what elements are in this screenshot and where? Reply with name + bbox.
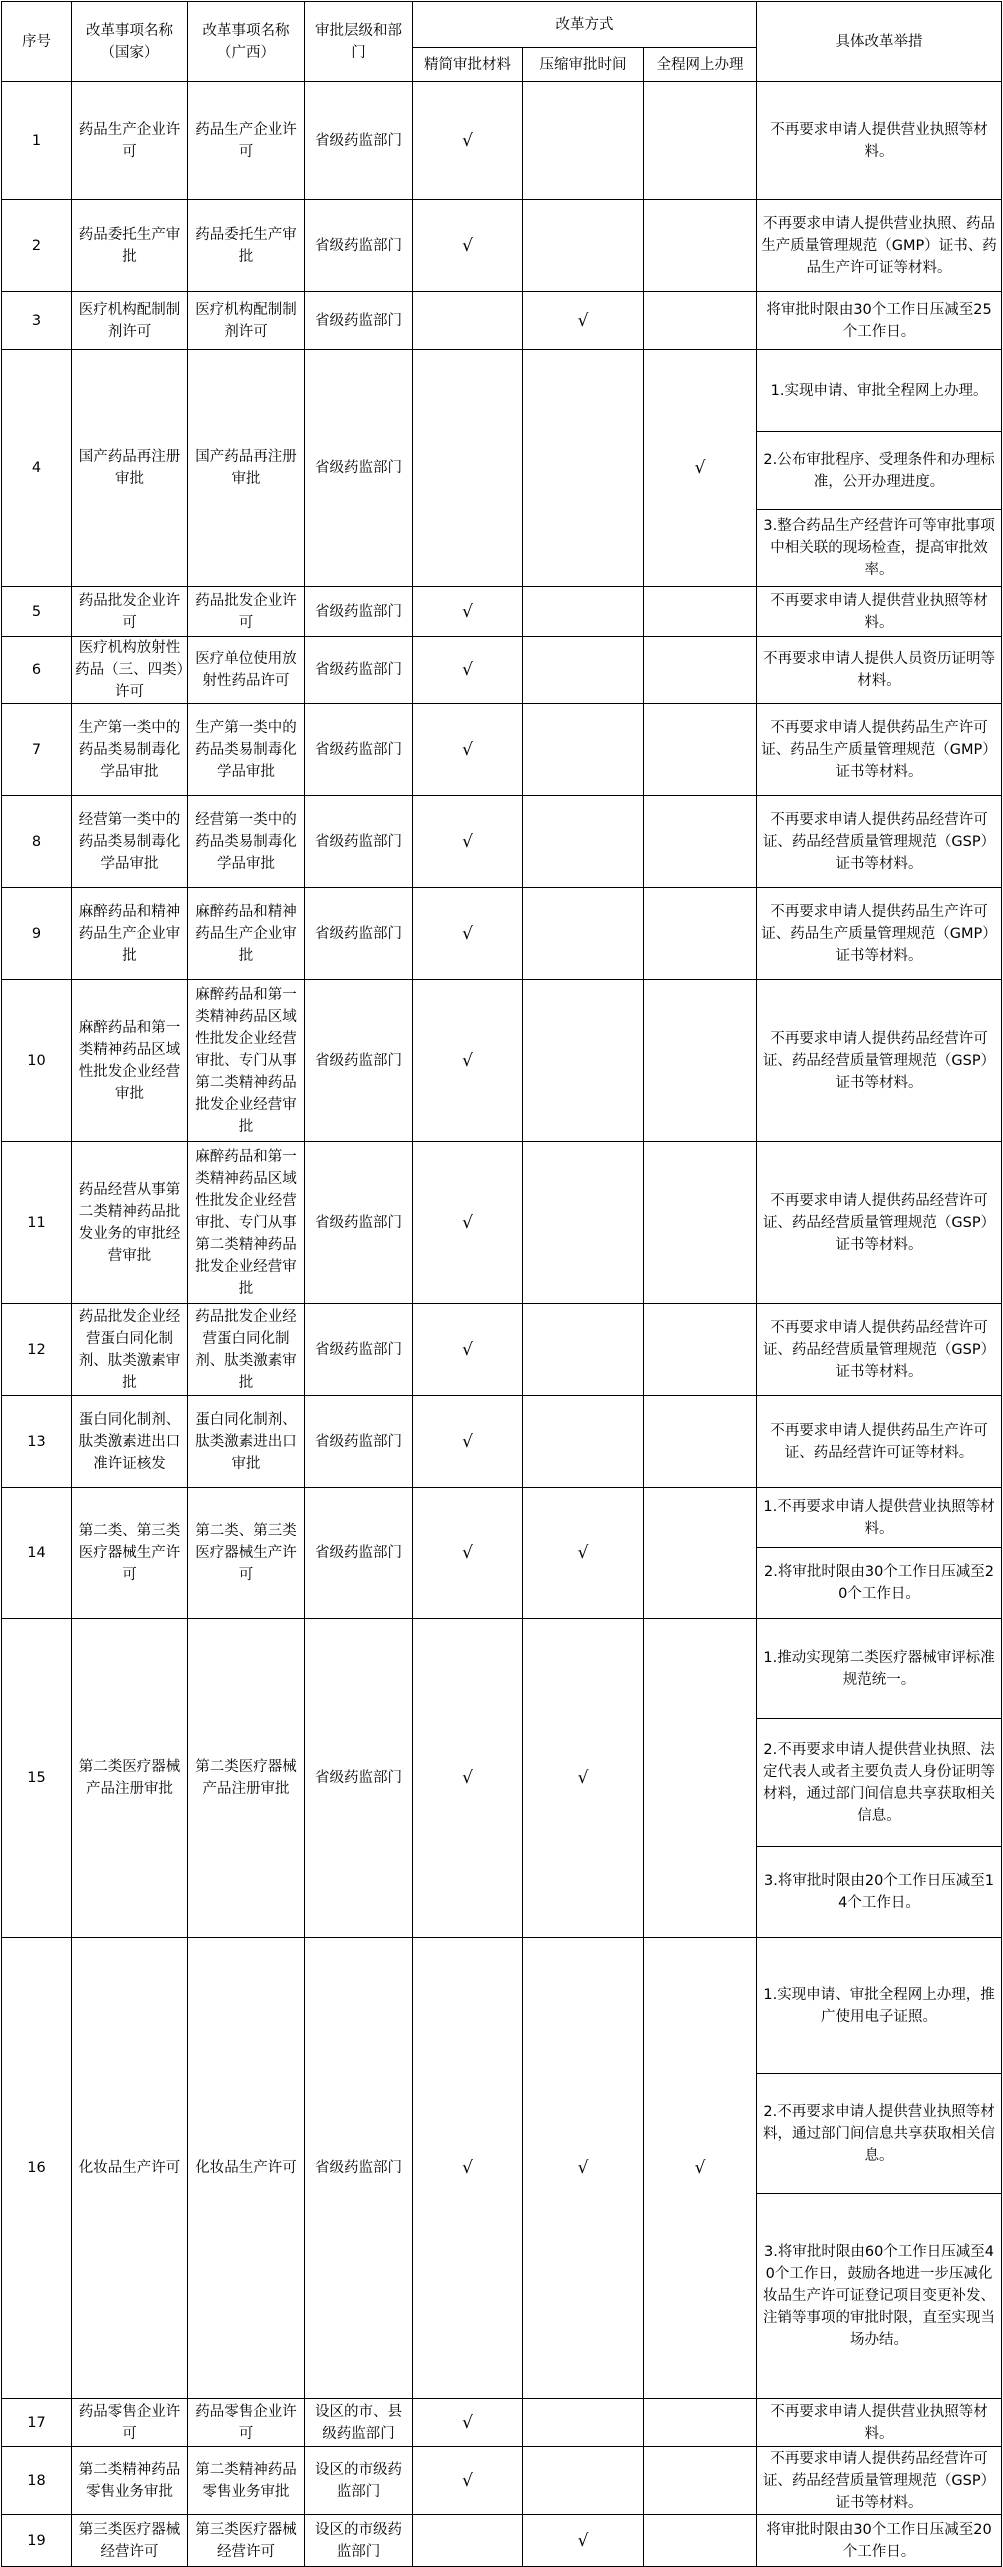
table-row (2, 292, 1002, 350)
method-shorten-cell (523, 292, 644, 350)
check-mark: √ (462, 1212, 473, 1233)
item-name-guangxi: 第三类医疗器械经营许可 (188, 2515, 305, 2567)
table-row (2, 200, 1002, 292)
measure-text: 不再要求申请人提供营业执照等材料。 (770, 121, 988, 160)
measures-cell (757, 587, 1002, 637)
check-mark: √ (462, 831, 473, 852)
method-shorten-cell (523, 796, 644, 888)
measures-cell (757, 888, 1002, 980)
method-shorten-cell (523, 1488, 644, 1619)
method-online-cell (644, 350, 757, 587)
item-name-guangxi: 化妆品生产许可 (188, 1938, 305, 2399)
check-mark: √ (577, 1768, 589, 1788)
method-online-cell (644, 1304, 757, 1396)
measure-text: 不再要求申请人提供药品经营许可证、药品经营质量管理规范（GSP）证书等材料。 (762, 1030, 996, 1091)
table-row (2, 704, 1002, 796)
row-number: 8 (2, 796, 72, 888)
method-shorten-cell (523, 637, 644, 704)
item-name-guangxi: 第二类医疗器械产品注册审批 (188, 1619, 305, 1938)
measure-text: 将审批时限由30个工作日压减至25个工作日。 (766, 301, 992, 340)
check-mark: √ (462, 2412, 473, 2433)
measure-text: 3.整合药品生产经营许可等审批事项中相关联的现场检查，提高审批效率。 (763, 518, 995, 578)
table-row (2, 82, 1002, 200)
item-name-guangxi: 蛋白同化制剂、肽类激素进出口审批 (188, 1396, 305, 1488)
measure-text: 不再要求申请人提供营业执照、药品生产质量管理规范（GMP）证书、药品生产许可证等材料。 (761, 215, 997, 276)
row-number: 17 (2, 2399, 72, 2447)
measure-text: 不再要求申请人提供营业执照等材料。 (770, 2403, 988, 2442)
method-online-cell (644, 704, 757, 796)
item-name-guangxi: 生产第一类中的药品类易制毒化学品审批 (188, 704, 305, 796)
method-simplify-cell (413, 1619, 523, 1938)
table-row (2, 796, 1002, 888)
item-name-national: 经营第一类中的药品类易制毒化学品审批 (72, 796, 188, 888)
method-online-cell (644, 2399, 757, 2447)
method-simplify-cell (413, 704, 523, 796)
item-name-guangxi: 第二类、第三类医疗器械生产许可 (188, 1488, 305, 1619)
check-mark: √ (694, 458, 706, 478)
check-mark: √ (462, 923, 473, 944)
header-no: 序号 (2, 2, 72, 82)
item-name-national: 医疗机构配制制剂许可 (72, 292, 188, 350)
table-row (2, 637, 1002, 704)
item-name-guangxi: 第二类精神药品零售业务审批 (188, 2447, 305, 2515)
item-name-guangxi: 麻醉药品和精神药品生产企业审批 (188, 888, 305, 980)
method-shorten-cell (523, 704, 644, 796)
method-simplify-cell (413, 1396, 523, 1488)
measure-text: 1.实现申请、审批全程网上办理，推广使用电子证照。 (757, 1938, 1001, 2074)
item-name-guangxi: 药品零售企业许可 (188, 2399, 305, 2447)
approval-level: 省级药监部门 (305, 350, 413, 587)
method-simplify-cell (413, 796, 523, 888)
measure-text: 2.将审批时限由30个工作日压减至20个工作日。 (764, 1564, 995, 1602)
table-row (2, 1619, 1002, 1938)
check-mark: √ (462, 1339, 473, 1360)
approval-level: 设区的市级药监部门 (305, 2447, 413, 2515)
measure-text: 3.将审批时限由60个工作日压减至40个工作日，鼓励各地进一步压减化妆品生产许可证登记项目变更补发、注销等事项的审批时限，直至实现当场办结。 (763, 2244, 996, 2348)
check-mark: √ (577, 310, 589, 331)
item-name-national: 医疗机构放射性药品（三、四类）许可 (72, 637, 188, 704)
item-name-guangxi: 国产药品再注册审批 (188, 350, 305, 587)
row-number: 14 (2, 1488, 72, 1619)
table-row (2, 1396, 1002, 1488)
header-method: 改革方式 (413, 2, 757, 48)
check-mark: √ (577, 2530, 589, 2551)
item-name-national: 化妆品生产许可 (72, 1938, 188, 2399)
row-number: 3 (2, 292, 72, 350)
method-online-cell (644, 1938, 757, 2399)
item-name-national: 第二类精神药品零售业务审批 (72, 2447, 188, 2515)
measures-cell (757, 980, 1002, 1142)
item-name-national: 药品零售企业许可 (72, 2399, 188, 2447)
method-online-cell (644, 292, 757, 350)
method-shorten-cell (523, 1396, 644, 1488)
method-simplify-cell (413, 1142, 523, 1304)
approval-level: 省级药监部门 (305, 637, 413, 704)
approval-level: 省级药监部门 (305, 200, 413, 292)
check-mark: √ (577, 2158, 589, 2178)
method-online-cell (644, 2515, 757, 2567)
measure-text: 2.公布审批程序、受理条件和办理标准，公开办理进度。 (757, 432, 1001, 510)
measures-cell (757, 1304, 1002, 1396)
item-name-national: 药品经营从事第二类精神药品批发业务的审批经营审批 (72, 1142, 188, 1304)
method-simplify-cell (413, 292, 523, 350)
method-online-cell (644, 200, 757, 292)
table-row (2, 350, 1002, 587)
measure-text: 不再要求申请人提供人员资历证明等材料。 (763, 651, 996, 689)
item-name-guangxi: 麻醉药品和第一类精神药品区域性批发企业经营审批、专门从事第二类精神药品批发企业经营审批 (188, 1142, 305, 1304)
row-number: 9 (2, 888, 72, 980)
method-shorten-cell (523, 82, 644, 200)
item-name-guangxi: 药品生产企业许可 (188, 82, 305, 200)
approval-level: 省级药监部门 (305, 1938, 413, 2399)
row-number: 4 (2, 350, 72, 587)
row-number: 12 (2, 1304, 72, 1396)
item-name-national: 第三类医疗器械经营许可 (72, 2515, 188, 2567)
table-row (2, 888, 1002, 980)
row-number: 18 (2, 2447, 72, 2515)
method-shorten-cell (523, 1304, 644, 1396)
item-name-guangxi: 医疗机构配制制剂许可 (188, 292, 305, 350)
measure-text: 不再要求申请人提供药品生产许可证、药品生产质量管理规范（GMP）证书等材料。 (761, 719, 997, 780)
header-shorten: 压缩审批时间 (523, 48, 644, 82)
approval-level: 省级药监部门 (305, 1396, 413, 1488)
measures-cell (757, 200, 1002, 292)
approval-level: 省级药监部门 (305, 1304, 413, 1396)
item-name-national: 第二类、第三类医疗器械生产许可 (72, 1488, 188, 1619)
header-simplify: 精简审批材料 (413, 48, 523, 82)
item-name-guangxi: 药品批发企业许可 (188, 587, 305, 637)
approval-level: 省级药监部门 (305, 587, 413, 637)
check-mark: √ (462, 660, 473, 680)
method-shorten-cell (523, 1619, 644, 1938)
row-number: 7 (2, 704, 72, 796)
method-shorten-cell (523, 888, 644, 980)
table-row (2, 587, 1002, 637)
method-simplify-cell (413, 200, 523, 292)
approval-level: 省级药监部门 (305, 292, 413, 350)
measure-text: 2.不再要求申请人提供营业执照等材料，通过部门间信息共享获取相关信息。 (757, 2074, 1001, 2194)
reform-table (1, 1, 1002, 2567)
method-shorten-cell (523, 1142, 644, 1304)
measures-cell (757, 2515, 1002, 2567)
table-row (2, 2447, 1002, 2515)
method-simplify-cell (413, 350, 523, 587)
table-row (2, 2399, 1002, 2447)
method-shorten-cell (523, 980, 644, 1142)
row-number: 16 (2, 1938, 72, 2399)
header-measures: 具体改革举措 (757, 2, 1002, 82)
row-number: 5 (2, 587, 72, 637)
method-online-cell (644, 587, 757, 637)
item-name-guangxi: 麻醉药品和第一类精神药品区域性批发企业经营审批、专门从事第二类精神药品批发企业经营审批 (188, 980, 305, 1142)
item-name-national: 药品委托生产审批 (72, 200, 188, 292)
method-simplify-cell (413, 980, 523, 1142)
item-name-national: 第二类医疗器械产品注册审批 (72, 1619, 188, 1938)
method-online-cell (644, 1396, 757, 1488)
measures-cell (757, 1938, 1002, 2399)
approval-level: 省级药监部门 (305, 1619, 413, 1938)
item-name-guangxi: 医疗单位使用放射性药品许可 (188, 637, 305, 704)
method-simplify-cell (413, 1304, 523, 1396)
method-simplify-cell (413, 2399, 523, 2447)
check-mark: √ (462, 235, 473, 256)
measures-cell (757, 704, 1002, 796)
method-shorten-cell (523, 1938, 644, 2399)
method-simplify-cell (413, 2447, 523, 2515)
approval-level: 省级药监部门 (305, 1142, 413, 1304)
measure-text: 不再要求申请人提供药品经营许可证、药品经营质量管理规范（GSP）证书等材料。 (762, 1192, 996, 1253)
item-name-guangxi: 药品委托生产审批 (188, 200, 305, 292)
check-mark: √ (462, 130, 473, 151)
method-simplify-cell (413, 2515, 523, 2567)
item-name-guangxi: 药品批发企业经营蛋白同化制剂、肽类激素审批 (188, 1304, 305, 1396)
method-shorten-cell (523, 2399, 644, 2447)
method-simplify-cell (413, 1488, 523, 1619)
measure-text: 将审批时限由30个工作日压减至20个工作日。 (766, 2521, 992, 2560)
method-online-cell (644, 980, 757, 1142)
measures-cell (757, 2447, 1002, 2515)
table-row (2, 1142, 1002, 1304)
item-name-national: 药品批发企业许可 (72, 587, 188, 637)
item-name-guangxi: 经营第一类中的药品类易制毒化学品审批 (188, 796, 305, 888)
method-online-cell (644, 1142, 757, 1304)
item-name-national: 蛋白同化制剂、肽类激素进出口准许证核发 (72, 1396, 188, 1488)
measure-text: 3.将审批时限由20个工作日压减至14个工作日。 (764, 1873, 995, 1911)
check-mark: √ (462, 2158, 473, 2178)
item-name-national: 药品批发企业经营蛋白同化制剂、肽类激素审批 (72, 1304, 188, 1396)
method-simplify-cell (413, 1938, 523, 2399)
measure-text: 2.不再要求申请人提供营业执照、法定代表人或者主要负责人身份证明等材料，通过部门间信息共享获取相关信息。 (757, 1719, 1001, 1847)
method-simplify-cell (413, 888, 523, 980)
method-online-cell (644, 2447, 757, 2515)
table-row (2, 1304, 1002, 1396)
approval-level: 省级药监部门 (305, 82, 413, 200)
header-name-national: 改革事项名称（国家） (72, 2, 188, 82)
measure-text: 1.推动实现第二类医疗器械审评标准规范统一。 (757, 1619, 1001, 1719)
item-name-national: 药品生产企业许可 (72, 82, 188, 200)
method-online-cell (644, 1488, 757, 1619)
check-mark: √ (462, 739, 473, 760)
check-mark: √ (462, 601, 473, 622)
item-name-national: 麻醉药品和第一类精神药品区域性批发企业经营审批 (72, 980, 188, 1142)
row-number: 6 (2, 637, 72, 704)
method-simplify-cell (413, 82, 523, 200)
measure-text: 不再要求申请人提供药品生产许可证、药品生产质量管理规范（GMP）证书等材料。 (761, 903, 997, 964)
header-level: 审批层级和部门 (305, 2, 413, 82)
table-row (2, 1938, 1002, 2399)
table-row (2, 980, 1002, 1142)
measures-cell (757, 1619, 1002, 1938)
check-mark: √ (462, 1543, 473, 1563)
measure-text: 1.实现申请、审批全程网上办理。 (757, 350, 1001, 432)
check-mark: √ (462, 1431, 473, 1452)
measure-text: 不再要求申请人提供药品经营许可证、药品经营质量管理规范（GSP）证书等材料。 (762, 811, 996, 872)
approval-level: 省级药监部门 (305, 888, 413, 980)
row-number: 2 (2, 200, 72, 292)
method-simplify-cell (413, 637, 523, 704)
item-name-national: 国产药品再注册审批 (72, 350, 188, 587)
measures-cell (757, 1142, 1002, 1304)
approval-level: 省级药监部门 (305, 980, 413, 1142)
row-number: 10 (2, 980, 72, 1142)
method-online-cell (644, 1619, 757, 1938)
measures-cell (757, 2399, 1002, 2447)
measures-cell (757, 1488, 1002, 1619)
measures-cell (757, 1396, 1002, 1488)
method-online-cell (644, 888, 757, 980)
approval-level: 设区的市级药监部门 (305, 2515, 413, 2567)
table-row (2, 1488, 1002, 1619)
measures-cell (757, 350, 1002, 587)
item-name-national: 麻醉药品和精神药品生产企业审批 (72, 888, 188, 980)
measures-cell (757, 637, 1002, 704)
check-mark: √ (462, 1768, 473, 1788)
approval-level: 省级药监部门 (305, 1488, 413, 1619)
measure-text: 不再要求申请人提供药品经营许可证、药品经营质量管理规范（GSP）证书等材料。 (762, 1319, 996, 1380)
table-row (2, 2515, 1002, 2567)
method-online-cell (644, 82, 757, 200)
method-shorten-cell (523, 200, 644, 292)
method-shorten-cell (523, 2515, 644, 2567)
approval-level: 省级药监部门 (305, 704, 413, 796)
row-number: 11 (2, 1142, 72, 1304)
approval-level: 设区的市、县级药监部门 (305, 2399, 413, 2447)
measure-text: 不再要求申请人提供药品经营许可证、药品经营质量管理规范（GSP）证书等材料。 (762, 2450, 996, 2511)
check-mark: √ (577, 1543, 589, 1563)
measure-text: 不再要求申请人提供药品生产许可证、药品经营许可证等材料。 (770, 1422, 988, 1461)
approval-level: 省级药监部门 (305, 796, 413, 888)
measures-cell (757, 796, 1002, 888)
measure-text: 1.不再要求申请人提供营业执照等材料。 (757, 1488, 1001, 1548)
check-mark: √ (462, 2470, 473, 2491)
row-number: 19 (2, 2515, 72, 2567)
row-number: 1 (2, 82, 72, 200)
method-shorten-cell (523, 587, 644, 637)
method-shorten-cell (523, 350, 644, 587)
measure-text: 不再要求申请人提供营业执照等材料。 (770, 592, 988, 631)
check-mark: √ (694, 2158, 706, 2178)
item-name-national: 生产第一类中的药品类易制毒化学品审批 (72, 704, 188, 796)
method-simplify-cell (413, 587, 523, 637)
measures-cell (757, 82, 1002, 200)
check-mark: √ (462, 1050, 473, 1071)
method-online-cell (644, 637, 757, 704)
row-number: 15 (2, 1619, 72, 1938)
measures-cell (757, 292, 1002, 350)
header-name-guangxi: 改革事项名称（广西） (188, 2, 305, 82)
header-online: 全程网上办理 (644, 48, 757, 82)
method-shorten-cell (523, 2447, 644, 2515)
row-number: 13 (2, 1396, 72, 1488)
method-online-cell (644, 796, 757, 888)
